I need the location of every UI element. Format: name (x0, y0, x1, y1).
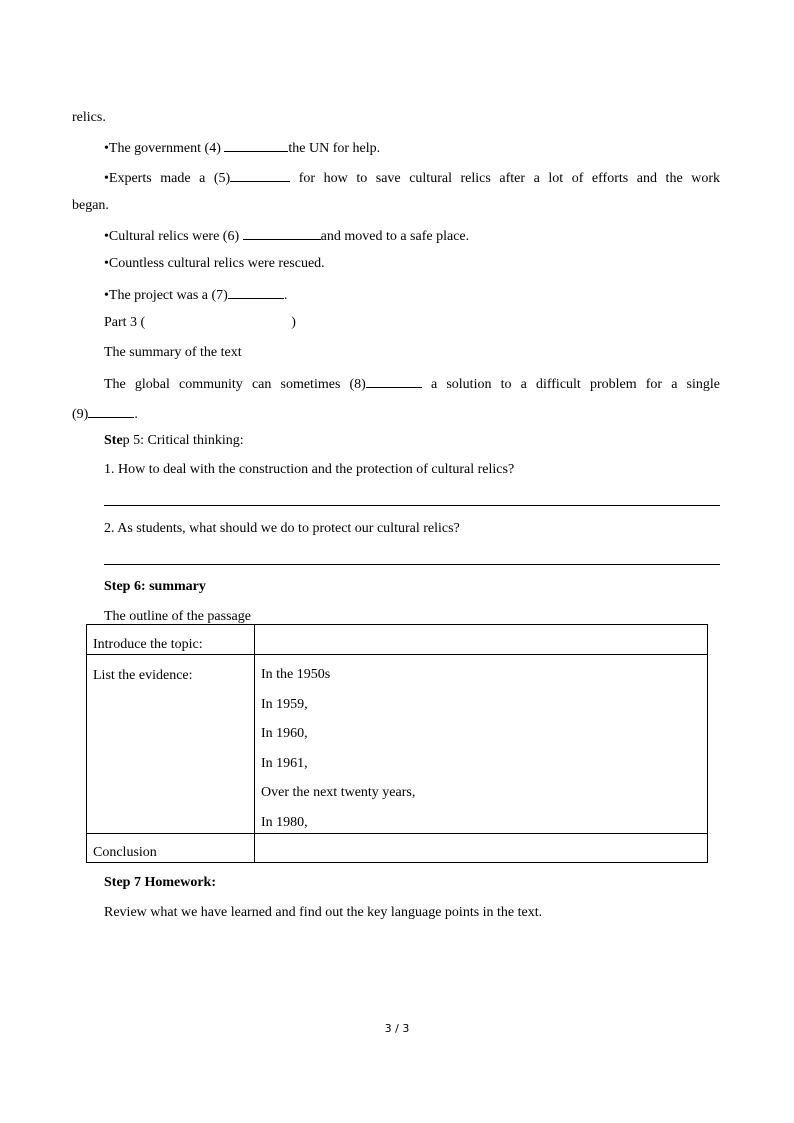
evidence-item: In 1961, (261, 755, 308, 771)
bullet-6-post: and moved to a safe place. (320, 229, 470, 244)
bullet-6-pre: •Cultural relics were (6) (104, 229, 243, 244)
answer-line-2[interactable] (104, 564, 720, 565)
bullet-6 (104, 226, 469, 245)
bullet-5-post: for how to save cultural relics after a lot of efforts and the work (290, 171, 720, 186)
step6-title: Step 6: summary (104, 579, 206, 594)
page-number: 3 / 3 (384, 1022, 410, 1035)
evidence-item: In 1960, (261, 726, 308, 741)
bullet-5 (104, 168, 720, 187)
part3-close: ) (291, 315, 296, 330)
homework-text: Review what we have learned and find out the key language points in the text. (104, 905, 543, 920)
evidence-item: Over the next twenty years, (261, 785, 416, 800)
bullet-countless: •Countless cultural relics were rescued. (104, 256, 325, 271)
cell-conclusion-answer[interactable] (255, 833, 708, 862)
blank-9[interactable] (88, 404, 134, 418)
evidence-item: In 1959, (261, 696, 308, 712)
summary-line-2-post: . (134, 407, 138, 422)
step5-title (104, 433, 244, 449)
bullet-4-post: the UN for help. (288, 141, 381, 156)
bullet-5-tail: began. (72, 198, 109, 213)
cell-evidence-label: List the evidence: (87, 655, 255, 834)
blank-8[interactable] (366, 374, 422, 388)
outline-title: The outline of the passage (104, 609, 251, 624)
summary-title: The summary of the text (104, 345, 242, 360)
summary-line-2 (72, 404, 138, 423)
step7-title: Step 7 Homework: (104, 875, 216, 890)
cell-introduce-answer[interactable] (255, 625, 708, 655)
part3-open: Part 3 ( (104, 315, 146, 330)
bullet-4-pre: •The government (4) (104, 141, 225, 156)
summary-line-1 (104, 374, 720, 393)
bullet-7 (104, 285, 287, 304)
blank-6[interactable] (243, 226, 321, 240)
answer-line-1[interactable] (104, 505, 720, 506)
bullet-4 (104, 138, 380, 157)
bullet-5-pre: •Experts made a (5) (104, 171, 231, 186)
summary-line-1-pre: The global community can sometimes (8) (104, 377, 366, 392)
summary-line-1-post: a solution to a difficult problem for a single (421, 377, 720, 392)
part3-label (104, 315, 296, 331)
outline-table (86, 624, 708, 863)
step5-title-bold: Ste (104, 433, 123, 448)
cell-introduce-label: Introduce the topic: (87, 625, 255, 655)
evidence-item: In 1980, (261, 814, 308, 830)
table-row (87, 833, 708, 862)
question-2: 2. As students, what should we do to protect our cultural relics? (104, 521, 460, 536)
relics-tail-text: relics. (72, 110, 106, 125)
question-1: 1. How to deal with the construction and the protection of cultural relics? (104, 462, 515, 477)
step5-title-rest: p 5: Critical thinking: (122, 433, 244, 448)
table-row (87, 625, 708, 655)
blank-7[interactable] (228, 285, 284, 299)
summary-line-2-pre: (9) (72, 407, 89, 422)
table-row (87, 655, 708, 834)
bullet-7-post: . (283, 288, 288, 303)
blank-4[interactable] (224, 138, 288, 152)
cell-evidence-list[interactable] (255, 655, 708, 834)
blank-5[interactable] (230, 168, 290, 182)
bullet-7-pre: •The project was a (7) (104, 288, 228, 303)
evidence-item: In the 1950s (261, 667, 331, 682)
cell-conclusion-label: Conclusion (87, 833, 255, 862)
